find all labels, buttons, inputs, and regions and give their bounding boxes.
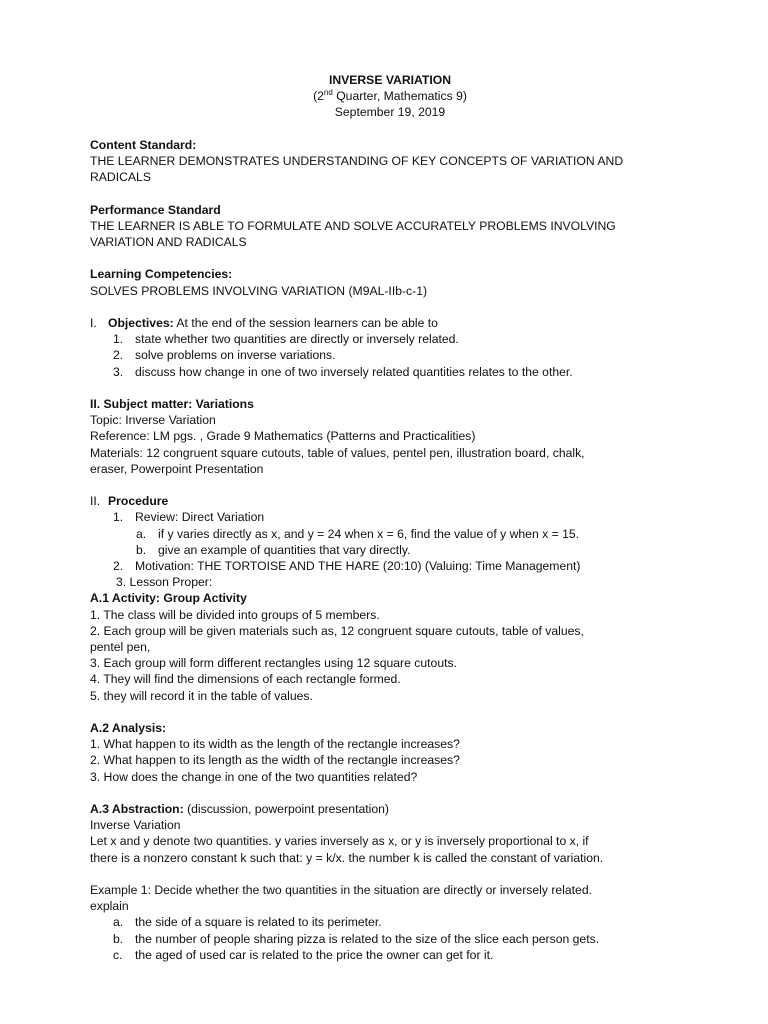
objectives-label: Objectives:	[108, 315, 174, 330]
subject-topic: Topic: Inverse Variation	[90, 413, 216, 428]
abstraction-note: (discussion, powerpoint presentation)	[183, 802, 389, 817]
learning-competencies-heading: Learning Competencies:	[90, 267, 233, 282]
subject-materials: eraser, Powerpoint Presentation	[90, 461, 264, 476]
list-item: 2. Each group will be given materials such as, 12 congruent square cutouts, table of values,	[90, 623, 584, 638]
quarter-superscript: nd	[323, 88, 333, 98]
procedure-label: Procedure	[108, 494, 169, 509]
list-item: 2. What happen to its length as the width of the rectangle increases?	[90, 753, 460, 768]
list-item: 2. solve problems on inverse variations.	[113, 348, 336, 363]
list-item: 1. The class will be divided into groups of 5 members.	[90, 607, 380, 622]
abstraction-heading	[90, 801, 690, 817]
document-date: September 19, 2019	[334, 105, 446, 120]
content-standard-text: THE LEARNER DEMONSTRATES UNDERSTANDING OF KEY CONCEPTS OF VARIATION AND	[90, 154, 624, 168]
definition-text: Let x and y denote two quantities. y varies inversely as x, or y is inversely proportional to x, if	[90, 834, 589, 849]
subject-reference: Reference: LM pgs. , Grade 9 Mathematics (Patterns and Practicalities)	[90, 429, 476, 444]
list-item: a. if y varies directly as x, and y = 24 when x = 6, find the value of y when x = 15.	[136, 526, 580, 541]
list-item: c. the aged of used car is related to the price the owner can get for it.	[113, 947, 494, 962]
example-prompt: explain	[90, 899, 129, 914]
learning-competencies-text: SOLVES PROBLEMS INVOLVING VARIATION (M9AL-IIb-c-1)	[90, 283, 428, 298]
procedure-heading	[90, 493, 690, 509]
performance-standard-text: VARIATION AND RADICALS	[90, 235, 247, 249]
list-item: 3. Each group will form different rectangles using 12 square cutouts.	[90, 656, 457, 671]
document-title: INVERSE VARIATION	[328, 73, 452, 87]
objectives-intro: At the end of the session learners can be able to	[173, 315, 438, 330]
list-item: 3. discuss how change in one of two inversely related quantities relates to the other.	[113, 364, 573, 379]
activity-heading: A.1 Activity: Group Activity	[90, 591, 247, 606]
lesson-plan	[90, 72, 690, 963]
quarter-suffix: Quarter, Mathematics 9)	[332, 89, 467, 104]
abstraction-subtitle: Inverse Variation	[90, 818, 181, 833]
performance-standard-heading: Performance Standard	[90, 202, 221, 217]
example-prompt: Example 1: Decide whether the two quantities in the situation are directly or inversely related.	[90, 883, 592, 898]
list-item: 1. state whether two quantities are directly or inversely related.	[113, 332, 459, 347]
analysis-heading: A.2 Analysis:	[90, 721, 167, 736]
list-item: b. the number of people sharing pizza is related to the size of the slice each person gets.	[113, 931, 600, 946]
lesson-proper: 3. Lesson Proper:	[116, 575, 213, 590]
quarter-prefix: (2	[313, 89, 324, 104]
objectives-numeral: I.	[90, 315, 97, 330]
objectives-heading	[90, 315, 690, 331]
content-standard-text: RADICALS	[90, 170, 151, 185]
performance-standard-text: THE LEARNER IS ABLE TO FORMULATE AND SOLVE ACCURATELY PROBLEMS INVOLVING	[90, 218, 616, 233]
subject-matter-heading: II. Subject matter: Variations	[90, 396, 254, 411]
definition-text: there is a nonzero constant k such that: y = k/x. the number k is called the constant of variation.	[90, 850, 604, 865]
list-item: 3. How does the change in one of the two quantities related?	[90, 769, 418, 784]
subject-materials: Materials: 12 congruent square cutouts, table of values, pentel pen, illustration board, chalk,	[90, 445, 585, 460]
list-item: 4. They will find the dimensions of each rectangle formed.	[90, 672, 401, 687]
list-item: pentel pen,	[90, 640, 151, 655]
abstraction-label: A.3 Abstraction:	[90, 802, 184, 817]
content-standard-heading: Content Standard:	[90, 137, 197, 152]
list-item: 1. Review: Direct Variation	[113, 510, 265, 525]
list-item: a. the side of a square is related to its perimeter.	[113, 915, 382, 930]
list-item: 5. they will record it in the table of values.	[90, 688, 313, 703]
quarter-subtitle	[90, 88, 690, 104]
list-item: 2. Motivation: THE TORTOISE AND THE HARE (20:10) (Valuing: Time Management)	[113, 559, 581, 573]
procedure-numeral: II.	[90, 494, 101, 509]
list-item: b. give an example of quantities that vary directly.	[136, 542, 411, 557]
list-item: 1. What happen to its width as the length of the rectangle increases?	[90, 737, 460, 752]
